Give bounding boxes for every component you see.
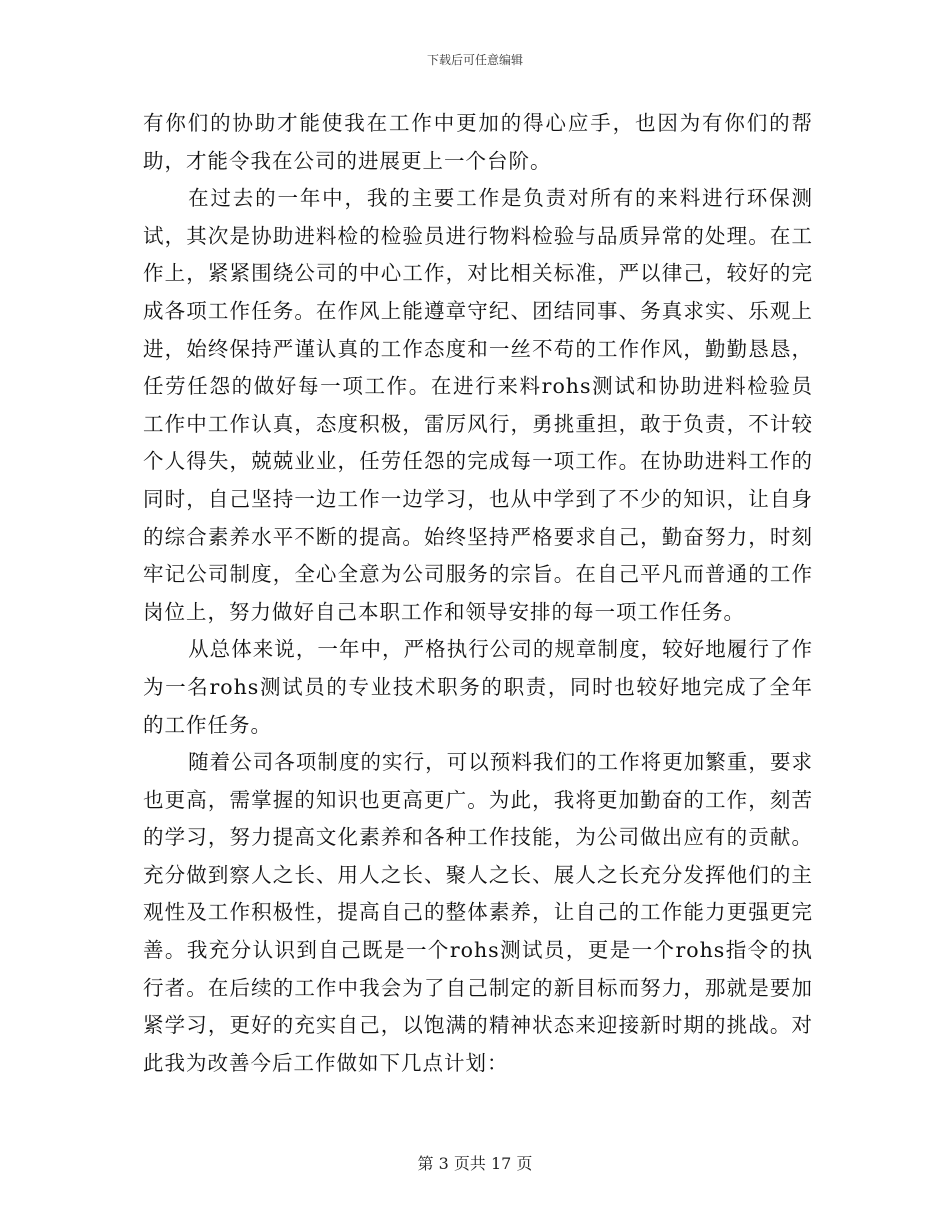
page-footer: 第 3 页共 17 页 xyxy=(417,1154,533,1173)
paragraph-plan: 随着公司各项制度的实行，可以预料我们的工作将更加繁重，要求也更高，需掌握的知识也更高更广。为此，我将更加勤奋的工作，刻苦的学习，努力提高文化素养和各种工作技能，为公司做出应有的贡献。充分做到察人之长、用人之长、聚人之长、展人之长充分发挥他们的主观性及工作积极性，提高自己的整体素养，让自己的工作能力更强更完善。我充分认识到自己既是一个rohs测试员，更是一个rohs指令的执行者。在后续的工作中我会为了自己制定的新目标而努力，那就是要加紧学习，更好的充实自己，以饱满的精神状态来迎接新时期的挑战。对此我为改善今后工作做如下几点计划： xyxy=(143,750,813,1075)
paragraph-main-work: 在过去的一年中，我的主要工作是负责对所有的来料进行环保测试，其次是协助进料检的检验员进行物料检验与品质异常的处理。在工作上，紧紧围绕公司的中心工作，对比相关标准，严以律己，较好的完成各项工作任务。在作风上能遵章守纪、团结同事、务真求实、乐观上进，始终保持严谨认真的工作态度和一丝不苟的工作作风，勤勤恳恳，任劳任怨的做好每一项工作。在进行来料rohs测试和协助进料检验员工作中工作认真，态度积极，雷厉风行，勇挑重担，敢于负责，不计较个人得失，兢兢业业，任劳任怨的完成每一项工作。在协助进料工作的同时，自己坚持一边工作一边学习，也从中学到了不少的知识，让自身的综合素养水平不断的提高。始终坚持严格要求自己，勤奋努力，时刻牢记公司制度，全心全意为公司服务的宗旨。在自己平凡而普通的工作岗位上，努力做好自己本职工作和领导安排的每一项工作任务。 xyxy=(143,186,813,624)
paragraph-summary: 从总体来说，一年中，严格执行公司的规章制度，较好地履行了作为一名rohs测试员的专业技术职务的职责，同时也较好地完成了全年的工作任务。 xyxy=(143,637,813,737)
page-header: 下载后可任意编辑 xyxy=(426,53,523,67)
paragraph-continuation: 有你们的协助才能使我在工作中更加的得心应手，也因为有你们的帮助，才能令我在公司的进展更上一个台阶。 xyxy=(143,111,813,173)
document-body xyxy=(143,105,813,1082)
